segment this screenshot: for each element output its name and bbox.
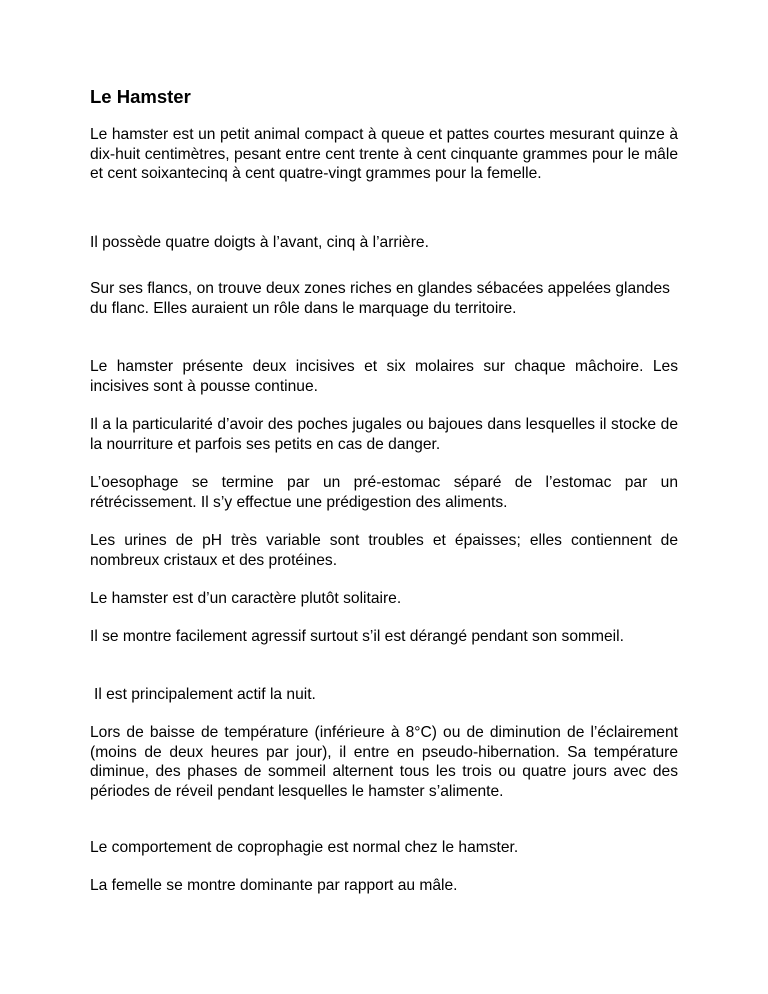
paragraph-flank-glands: Sur ses flancs, on trouve deux zones riches en glandes sébacées appelées glandes du flanc. Elles auraient un rôle dans le marquage du territoire. — [90, 280, 670, 317]
paragraph-nocturnal: Il est principalement actif la nuit. — [94, 686, 316, 703]
document-page — [90, 0, 678, 994]
paragraph-female-dominance: La femelle se montre dominante par rapport au mâle. — [90, 877, 458, 894]
paragraph-hibernation: Lors de baisse de température (inférieure à 8°C) ou de diminution de l’éclairement (moins de deux heures par jour), il entre en pseudo-hibernation. Sa température diminue, des phases de sommeil alternent tous les trois ou quatre jours avec des périodes de réveil pendant lesquelles le hamster s’alimente. — [90, 724, 678, 800]
paragraph-aggressive: Il se montre facilement agressif surtout s’il est dérangé pendant son sommeil. — [90, 628, 624, 645]
paragraph-description: Le hamster est un petit animal compact à queue et pattes courtes mesurant quinze à dix-huit centimètres, pesant entre cent trente à cent cinquante grammes pour le mâle et cent soixantecinq à cent quatre-vingt grammes pour la femelle. — [90, 126, 678, 182]
paragraph-teeth: Le hamster présente deux incisives et six molaires sur chaque mâchoire. Les incisives sont à pousse continue. — [90, 358, 678, 395]
paragraph-solitary: Le hamster est d’un caractère plutôt solitaire. — [90, 590, 402, 607]
paragraph-esophagus: L’oesophage se termine par un pré-estomac séparé de l’estomac par un rétrécissement. Il s’y effectue une prédigestion des aliments. — [90, 474, 678, 511]
paragraph-urine: Les urines de pH très variable sont troubles et épaisses; elles contiennent de nombreux cristaux et des protéines. — [90, 532, 678, 569]
paragraph-coprophagy: Le comportement de coprophagie est normal chez le hamster. — [90, 839, 519, 856]
document-title: Le Hamster — [90, 86, 191, 107]
paragraph-toes: Il possède quatre doigts à l’avant, cinq à l’arrière. — [90, 234, 429, 251]
paragraph-cheek-pouches: Il a la particularité d’avoir des poches jugales ou bajoues dans lesquelles il stocke de la nourriture et parfois ses petits en cas de danger. — [90, 416, 678, 453]
